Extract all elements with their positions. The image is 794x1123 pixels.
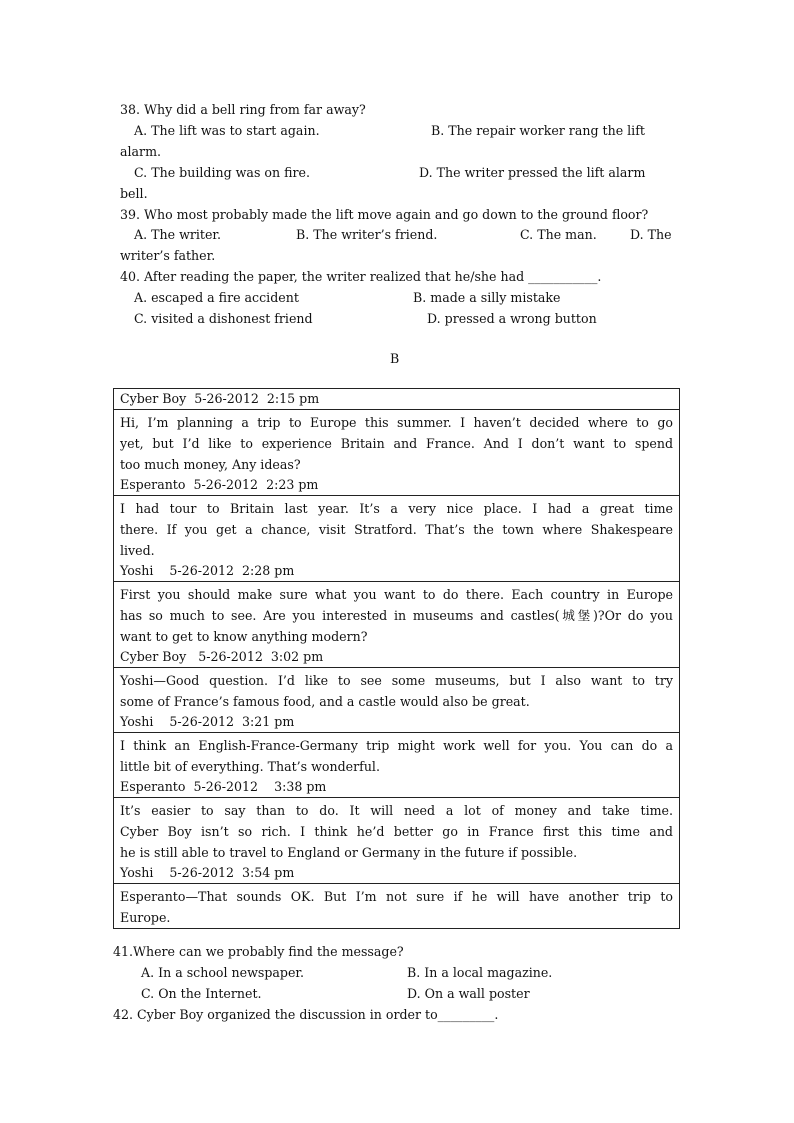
q40-option-c: C. visited a dishonest friend [134, 311, 313, 326]
post [114, 561, 679, 647]
post-header: Cyber Boy 5-26-2012 3:02 pm [114, 647, 679, 668]
post-line: First you should make sure what you want to do there. Each country in Europe [120, 587, 673, 602]
post-line: I think an English-France-Germany trip might work well for you. You can do a [120, 738, 673, 753]
post-header: Esperanto 5-26-2012 2:23 pm [114, 475, 679, 496]
q42-stem: 42. Cyber Boy organized the discussion in order to_________. [113, 1007, 499, 1022]
post-header: Yoshi 5-26-2012 3:54 pm [114, 863, 679, 884]
q38-option-b-cont: alarm. [120, 144, 162, 159]
post [114, 389, 679, 475]
post [114, 475, 679, 561]
post [114, 863, 679, 928]
q41-option-a: A. In a school newspaper. [141, 965, 305, 980]
post-line: want to get to know anything modern? [120, 629, 368, 644]
post-body [114, 798, 679, 863]
q40-stem: 40. After reading the paper, the writer realized that he/she had ___________. [120, 269, 602, 284]
q40-option-b: B. made a silly mistake [413, 290, 561, 305]
q38-stem: 38. Why did a bell ring from far away? [120, 102, 366, 117]
post-line: has so much to see. Are you interested in museums and castles(城堡)?Or do you [120, 608, 673, 623]
post-line: yet, but I’d like to experience Britain and France. And I don’t want to spend [120, 436, 673, 451]
q39-option-a: A. The writer. [134, 227, 222, 242]
q39-option-d-cont: writer’s father. [120, 248, 216, 263]
q39-option-d: D. The [630, 227, 672, 242]
q38-option-a: A. The lift was to start again. [134, 123, 320, 138]
q40-option-a: A. escaped a fire accident [134, 290, 299, 305]
post-line: Cyber Boy isn’t so rich. I think he’d better go in France first this time and [120, 824, 673, 839]
post-header: Yoshi 5-26-2012 2:28 pm [114, 561, 679, 582]
post-line: little bit of everything. That’s wonderful. [120, 759, 380, 774]
q38-option-b: B. The repair worker rang the lift [431, 123, 645, 138]
forum-table [113, 388, 680, 929]
q39-option-b: B. The writer’s friend. [296, 227, 438, 242]
post-line: some of France’s famous food, and a castle would also be great. [120, 694, 530, 709]
post-header: Yoshi 5-26-2012 3:21 pm [114, 712, 679, 733]
q38-option-d-cont: bell. [120, 186, 148, 201]
post-body [114, 884, 679, 928]
post-line: Esperanto—That sounds OK. But I’m not sure if he will have another trip to [120, 889, 673, 904]
section-label: B [390, 351, 400, 366]
q38-option-d: D. The writer pressed the lift alarm [419, 165, 646, 180]
q39-stem: 39. Who most probably made the lift move again and go down to the ground floor? [120, 207, 649, 222]
post-line: It’s easier to say than to do. It will need a lot of money and take time. [120, 803, 673, 818]
q41-option-c: C. On the Internet. [141, 986, 262, 1001]
post-line: too much money, Any ideas? [120, 457, 301, 472]
post-header: Cyber Boy 5-26-2012 2:15 pm [114, 389, 679, 410]
post-body [114, 410, 679, 475]
q38-option-c: C. The building was on fire. [134, 165, 310, 180]
post-line: Yoshi—Good question. I’d like to see some museums, but I also want to try [120, 673, 673, 688]
q41-option-b: B. In a local magazine. [407, 965, 553, 980]
q39-option-c: C. The man. [520, 227, 597, 242]
q40-option-d: D. pressed a wrong button [427, 311, 597, 326]
post-line: lived. [120, 543, 155, 558]
q41-option-d: D. On a wall poster [407, 986, 530, 1001]
post-body [114, 668, 679, 712]
post [114, 647, 679, 712]
post-body [114, 582, 679, 647]
post-header: Esperanto 5-26-2012 3:38 pm [114, 777, 679, 798]
post-body [114, 496, 679, 561]
post-line: I had tour to Britain last year. It’s a very nice place. I had a great time [120, 501, 673, 516]
q41-stem: 41.Where can we probably find the message? [113, 944, 404, 959]
post [114, 712, 679, 777]
post-line: there. If you get a chance, visit Stratford. That’s the town where Shakespeare [120, 522, 673, 537]
post [114, 777, 679, 863]
post-line: Hi, I’m planning a trip to Europe this summer. I haven’t decided where to go [120, 415, 673, 430]
post-body [114, 733, 679, 777]
post-line: Europe. [120, 910, 171, 925]
post-line: he is still able to travel to England or Germany in the future if possible. [120, 845, 578, 860]
